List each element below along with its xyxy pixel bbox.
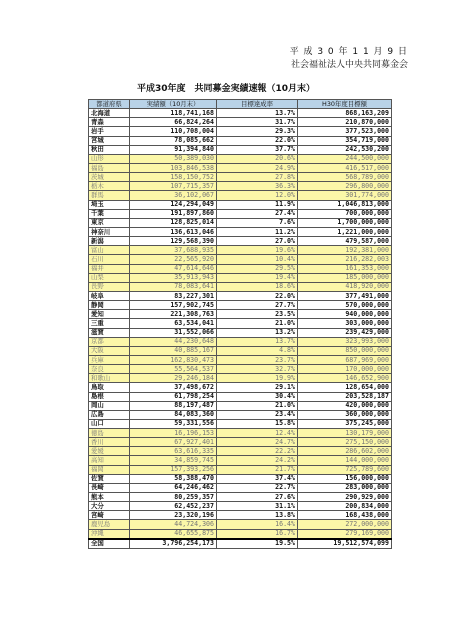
rate-cell: 7.6% xyxy=(217,218,298,227)
target-cell: 200,834,000 xyxy=(298,502,392,511)
table-row xyxy=(89,218,392,227)
table-row xyxy=(89,328,392,337)
rate-cell: 24.9% xyxy=(217,163,298,172)
prefecture-cell: 静岡 xyxy=(89,301,130,310)
prefecture-cell: 広島 xyxy=(89,410,130,419)
prefecture-cell: 大阪 xyxy=(89,346,130,355)
target-cell: 242,530,200 xyxy=(298,145,392,154)
rate-cell: 19.4% xyxy=(217,273,298,282)
rate-cell: 15.8% xyxy=(217,419,298,428)
actual-cell: 110,708,004 xyxy=(130,127,217,136)
prefecture-cell: 鳥取 xyxy=(89,383,130,392)
target-cell: 279,169,000 xyxy=(298,529,392,539)
target-cell: 354,719,000 xyxy=(298,136,392,145)
rate-cell: 13.2% xyxy=(217,328,298,337)
target-cell: 239,429,000 xyxy=(298,328,392,337)
table-row xyxy=(89,483,392,492)
rate-cell: 27.8% xyxy=(217,173,298,182)
table-row xyxy=(89,410,392,419)
col-rate: 目標達成率 xyxy=(217,100,298,109)
rate-cell: 18.6% xyxy=(217,282,298,291)
rate-cell: 32.7% xyxy=(217,365,298,374)
prefecture-cell: 滋賀 xyxy=(89,328,130,337)
prefecture-cell: 佐賀 xyxy=(89,474,130,483)
table-row xyxy=(89,319,392,328)
rate-cell: 27.4% xyxy=(217,209,298,218)
table-row xyxy=(89,310,392,319)
total-row xyxy=(89,539,392,549)
prefecture-cell: 富山 xyxy=(89,246,130,255)
prefecture-cell: 神奈川 xyxy=(89,227,130,236)
target-cell: 687,969,000 xyxy=(298,355,392,364)
rate-cell: 16.4% xyxy=(217,520,298,529)
table-row xyxy=(89,301,392,310)
rate-cell: 10.4% xyxy=(217,255,298,264)
table-row xyxy=(89,136,392,145)
total-actual: 3,796,254,173 xyxy=(130,539,217,549)
rate-cell: 23.5% xyxy=(217,310,298,319)
actual-cell: 88,197,487 xyxy=(130,401,217,410)
rate-cell: 24.2% xyxy=(217,456,298,465)
prefecture-cell: 長野 xyxy=(89,282,130,291)
rate-cell: 13.8% xyxy=(217,511,298,520)
target-cell: 290,929,000 xyxy=(298,493,392,502)
target-cell: 360,000,000 xyxy=(298,410,392,419)
rate-cell: 23.7% xyxy=(217,355,298,364)
actual-cell: 83,227,301 xyxy=(130,291,217,300)
prefecture-cell: 大分 xyxy=(89,502,130,511)
actual-cell: 34,859,745 xyxy=(130,456,217,465)
actual-cell: 16,196,153 xyxy=(130,429,217,438)
table-row xyxy=(89,511,392,520)
target-cell: 144,000,000 xyxy=(298,456,392,465)
rate-cell: 27.7% xyxy=(217,301,298,310)
table-row xyxy=(89,145,392,154)
target-cell: 940,000,000 xyxy=(298,310,392,319)
table-row xyxy=(89,191,392,200)
table-row xyxy=(89,365,392,374)
actual-cell: 78,085,662 xyxy=(130,136,217,145)
col-target: H30年度目標額 xyxy=(298,100,392,109)
prefecture-cell: 福井 xyxy=(89,264,130,273)
target-cell: 275,150,000 xyxy=(298,438,392,447)
table-row xyxy=(89,237,392,246)
table-row xyxy=(89,401,392,410)
table-row xyxy=(89,255,392,264)
table-row xyxy=(89,374,392,383)
actual-cell: 129,568,390 xyxy=(130,237,217,246)
target-cell: 375,245,000 xyxy=(298,419,392,428)
target-cell: 216,282,003 xyxy=(298,255,392,264)
table-row xyxy=(89,465,392,474)
actual-cell: 55,564,537 xyxy=(130,365,217,374)
prefecture-cell: 北海道 xyxy=(89,109,130,118)
table-row xyxy=(89,438,392,447)
actual-cell: 46,655,875 xyxy=(130,529,217,539)
prefecture-cell: 秋田 xyxy=(89,145,130,154)
prefecture-cell: 岩手 xyxy=(89,127,130,136)
table-row xyxy=(89,109,392,118)
actual-cell: 37,498,672 xyxy=(130,383,217,392)
prefecture-cell: 山口 xyxy=(89,419,130,428)
prefecture-cell: 長崎 xyxy=(89,483,130,492)
rate-cell: 19.9% xyxy=(217,374,298,383)
target-cell: 130,179,000 xyxy=(298,429,392,438)
prefecture-cell: 山形 xyxy=(89,154,130,163)
rate-cell: 29.1% xyxy=(217,383,298,392)
actual-cell: 162,830,473 xyxy=(130,355,217,364)
table-row xyxy=(89,419,392,428)
target-cell: 570,000,000 xyxy=(298,301,392,310)
actual-cell: 63,616,335 xyxy=(130,447,217,456)
target-cell: 1,046,813,000 xyxy=(298,200,392,209)
table-row xyxy=(89,154,392,163)
actual-cell: 44,724,306 xyxy=(130,520,217,529)
actual-cell: 36,102,067 xyxy=(130,191,217,200)
target-cell: 128,654,000 xyxy=(298,383,392,392)
target-cell: 1,700,000,000 xyxy=(298,218,392,227)
table-header-row xyxy=(89,100,392,109)
prefecture-cell: 鹿児島 xyxy=(89,520,130,529)
table-row xyxy=(89,337,392,346)
actual-cell: 23,320,196 xyxy=(130,511,217,520)
table-row xyxy=(89,127,392,136)
prefecture-cell: 和歌山 xyxy=(89,374,130,383)
rate-cell: 22.0% xyxy=(217,136,298,145)
actual-cell: 31,552,066 xyxy=(130,328,217,337)
target-cell: 301,774,000 xyxy=(298,191,392,200)
target-cell: 161,353,000 xyxy=(298,264,392,273)
actual-cell: 66,824,264 xyxy=(130,118,217,127)
target-cell: 156,000,000 xyxy=(298,474,392,483)
table-row xyxy=(89,355,392,364)
total-rate: 19.5% xyxy=(217,539,298,549)
target-cell: 286,602,000 xyxy=(298,447,392,456)
prefecture-cell: 愛媛 xyxy=(89,447,130,456)
organization-name: 社会福祉法人中央共同募金会 xyxy=(290,60,408,70)
prefecture-cell: 福岡 xyxy=(89,465,130,474)
actual-cell: 59,331,556 xyxy=(130,419,217,428)
rate-cell: 29.3% xyxy=(217,127,298,136)
target-cell: 868,163,209 xyxy=(298,109,392,118)
prefecture-cell: 新潟 xyxy=(89,237,130,246)
rate-cell: 27.6% xyxy=(217,493,298,502)
prefecture-cell: 奈良 xyxy=(89,365,130,374)
table-row xyxy=(89,392,392,401)
table-row xyxy=(89,163,392,172)
rate-cell: 31.1% xyxy=(217,502,298,511)
actual-cell: 22,565,920 xyxy=(130,255,217,264)
actual-cell: 124,294,049 xyxy=(130,200,217,209)
target-cell: 146,652,900 xyxy=(298,374,392,383)
target-cell: 185,000,000 xyxy=(298,273,392,282)
actual-cell: 50,389,030 xyxy=(130,154,217,163)
total-label: 全国 xyxy=(89,539,130,549)
page-title: 平成30年度 共同募金実績速報（10月末） xyxy=(136,84,316,94)
prefecture-cell: 東京 xyxy=(89,218,130,227)
prefecture-cell: 福島 xyxy=(89,163,130,172)
actual-cell: 84,083,360 xyxy=(130,410,217,419)
table-row xyxy=(89,173,392,182)
target-cell: 1,221,000,000 xyxy=(298,227,392,236)
rate-cell: 21.0% xyxy=(217,401,298,410)
rate-cell: 11.9% xyxy=(217,200,298,209)
actual-cell: 64,246,462 xyxy=(130,483,217,492)
table-row xyxy=(89,474,392,483)
prefecture-cell: 岐阜 xyxy=(89,291,130,300)
prefecture-cell: 岡山 xyxy=(89,401,130,410)
target-cell: 725,789,600 xyxy=(298,465,392,474)
prefecture-cell: 栃木 xyxy=(89,182,130,191)
actual-cell: 136,613,046 xyxy=(130,227,217,236)
actual-cell: 91,394,840 xyxy=(130,145,217,154)
actual-cell: 158,150,752 xyxy=(130,173,217,182)
table-row xyxy=(89,246,392,255)
prefecture-cell: 三重 xyxy=(89,319,130,328)
prefecture-cell: 徳島 xyxy=(89,429,130,438)
rate-cell: 21.7% xyxy=(217,465,298,474)
table-row xyxy=(89,291,392,300)
target-cell: 700,000,000 xyxy=(298,209,392,218)
rate-cell: 36.3% xyxy=(217,182,298,191)
table-row xyxy=(89,383,392,392)
target-cell: 418,920,000 xyxy=(298,282,392,291)
table-row xyxy=(89,264,392,273)
prefecture-cell: 埼玉 xyxy=(89,200,130,209)
actual-cell: 35,913,943 xyxy=(130,273,217,282)
table-row xyxy=(89,282,392,291)
rate-cell: 30.4% xyxy=(217,392,298,401)
actual-cell: 128,825,014 xyxy=(130,218,217,227)
prefecture-cell: 愛知 xyxy=(89,310,130,319)
target-cell: 850,000,000 xyxy=(298,346,392,355)
prefecture-cell: 石川 xyxy=(89,255,130,264)
prefecture-cell: 沖縄 xyxy=(89,529,130,539)
actual-cell: 63,534,041 xyxy=(130,319,217,328)
prefecture-cell: 千葉 xyxy=(89,209,130,218)
prefecture-cell: 群馬 xyxy=(89,191,130,200)
actual-cell: 44,230,648 xyxy=(130,337,217,346)
rate-cell: 12.4% xyxy=(217,429,298,438)
table-row xyxy=(89,429,392,438)
prefecture-cell: 青森 xyxy=(89,118,130,127)
actual-cell: 157,902,745 xyxy=(130,301,217,310)
rate-cell: 24.7% xyxy=(217,438,298,447)
rate-cell: 20.6% xyxy=(217,154,298,163)
target-cell: 192,381,000 xyxy=(298,246,392,255)
table-row xyxy=(89,346,392,355)
col-actual: 実績額（10月末） xyxy=(130,100,217,109)
actual-cell: 157,393,256 xyxy=(130,465,217,474)
target-cell: 203,528,187 xyxy=(298,392,392,401)
report-date: 平 成 3 0 年 1 1 月 9 日 xyxy=(289,47,408,57)
rate-cell: 16.7% xyxy=(217,529,298,539)
target-cell: 272,000,000 xyxy=(298,520,392,529)
actual-cell: 221,308,763 xyxy=(130,310,217,319)
table-row xyxy=(89,456,392,465)
table-row xyxy=(89,182,392,191)
table-row xyxy=(89,447,392,456)
rate-cell: 27.0% xyxy=(217,237,298,246)
total-target: 19,512,574,099 xyxy=(298,539,392,549)
prefecture-cell: 宮崎 xyxy=(89,511,130,520)
results-table xyxy=(88,99,392,549)
target-cell: 377,491,000 xyxy=(298,291,392,300)
target-cell: 170,000,000 xyxy=(298,365,392,374)
target-cell: 323,993,000 xyxy=(298,337,392,346)
rate-cell: 22.2% xyxy=(217,447,298,456)
prefecture-cell: 香川 xyxy=(89,438,130,447)
actual-cell: 191,897,860 xyxy=(130,209,217,218)
prefecture-cell: 兵庫 xyxy=(89,355,130,364)
table-row xyxy=(89,200,392,209)
table-row xyxy=(89,493,392,502)
actual-cell: 80,259,357 xyxy=(130,493,217,502)
target-cell: 296,800,000 xyxy=(298,182,392,191)
actual-cell: 62,452,237 xyxy=(130,502,217,511)
target-cell: 168,438,000 xyxy=(298,511,392,520)
rate-cell: 29.5% xyxy=(217,264,298,273)
rate-cell: 11.2% xyxy=(217,227,298,236)
rate-cell: 22.7% xyxy=(217,483,298,492)
rate-cell: 4.8% xyxy=(217,346,298,355)
target-cell: 303,000,000 xyxy=(298,319,392,328)
target-cell: 568,789,000 xyxy=(298,173,392,182)
rate-cell: 12.0% xyxy=(217,191,298,200)
prefecture-cell: 島根 xyxy=(89,392,130,401)
table-row xyxy=(89,502,392,511)
target-cell: 283,000,000 xyxy=(298,483,392,492)
table-row xyxy=(89,209,392,218)
prefecture-cell: 山梨 xyxy=(89,273,130,282)
actual-cell: 78,083,641 xyxy=(130,282,217,291)
table-row xyxy=(89,273,392,282)
actual-cell: 103,846,538 xyxy=(130,163,217,172)
target-cell: 377,523,000 xyxy=(298,127,392,136)
rate-cell: 22.0% xyxy=(217,291,298,300)
table-row xyxy=(89,118,392,127)
col-prefecture: 都道府県 xyxy=(89,100,130,109)
prefecture-cell: 茨城 xyxy=(89,173,130,182)
actual-cell: 40,885,167 xyxy=(130,346,217,355)
rate-cell: 13.7% xyxy=(217,109,298,118)
rate-cell: 19.6% xyxy=(217,246,298,255)
table-body xyxy=(89,109,392,549)
rate-cell: 31.7% xyxy=(217,118,298,127)
rate-cell: 37.4% xyxy=(217,474,298,483)
rate-cell: 37.7% xyxy=(217,145,298,154)
actual-cell: 58,388,470 xyxy=(130,474,217,483)
prefecture-cell: 高知 xyxy=(89,456,130,465)
target-cell: 244,500,000 xyxy=(298,154,392,163)
actual-cell: 107,715,357 xyxy=(130,182,217,191)
table-row xyxy=(89,529,392,539)
actual-cell: 47,614,646 xyxy=(130,264,217,273)
target-cell: 210,870,000 xyxy=(298,118,392,127)
prefecture-cell: 熊本 xyxy=(89,493,130,502)
table-row xyxy=(89,227,392,236)
rate-cell: 21.0% xyxy=(217,319,298,328)
actual-cell: 67,927,401 xyxy=(130,438,217,447)
actual-cell: 37,688,935 xyxy=(130,246,217,255)
target-cell: 420,000,000 xyxy=(298,401,392,410)
rate-cell: 23.4% xyxy=(217,410,298,419)
prefecture-cell: 京都 xyxy=(89,337,130,346)
actual-cell: 29,246,184 xyxy=(130,374,217,383)
table-row xyxy=(89,520,392,529)
rate-cell: 13.7% xyxy=(217,337,298,346)
target-cell: 416,517,000 xyxy=(298,163,392,172)
prefecture-cell: 宮城 xyxy=(89,136,130,145)
target-cell: 479,587,000 xyxy=(298,237,392,246)
actual-cell: 61,798,254 xyxy=(130,392,217,401)
actual-cell: 118,741,168 xyxy=(130,109,217,118)
